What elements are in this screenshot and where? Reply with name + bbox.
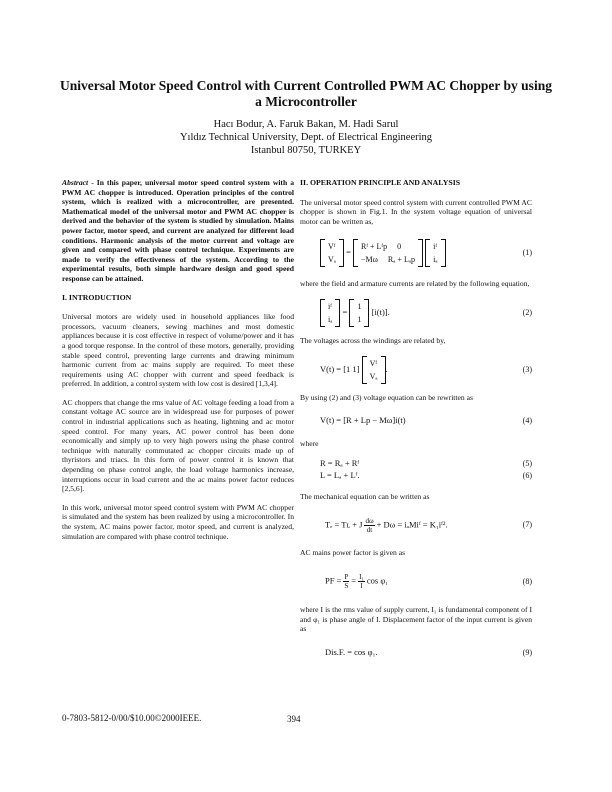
equation-6: L = Lₐ + Lᶠ. (6) bbox=[320, 469, 532, 480]
equation-9-number: (9) bbox=[522, 647, 532, 657]
right-paragraph-3: The voltages across the windings are related by, bbox=[300, 335, 446, 345]
copyright-footer: 0-7803-5812-0/00/$10.00©2000IEEE. bbox=[62, 713, 202, 723]
left-column bbox=[62, 178, 294, 550]
equation-2: iᶠ iₐ = 1 1 [i(t)]. (2) bbox=[300, 298, 532, 328]
equation-8-number: (8) bbox=[522, 577, 532, 587]
equation-9: Dis.F. = cos φ₁. (9) bbox=[325, 646, 532, 657]
equation-2-number: (2) bbox=[522, 308, 532, 318]
equation-8: PF = $\frac{P}{S}$ = $\frac{\text{I₁}}{I}$ cos φ₁ (8) bbox=[325, 573, 532, 591]
author-block bbox=[60, 118, 552, 157]
equation-7-number: (7) bbox=[522, 520, 532, 530]
eq1-voltage-vector: Vᶠ Vₐ bbox=[320, 239, 344, 267]
address: Istanbul 80750, TURKEY bbox=[250, 145, 362, 156]
author-names: Hacı Bodur, A. Faruk Bakan, M. Hadi Sarul bbox=[213, 119, 399, 130]
affiliation: Yıldız Technical University, Dept. of Electrical Engineering bbox=[179, 132, 433, 143]
intro-paragraph-3: In this work, universal motor speed control system with PWM AC chopper is simulated and the system has been realized by using a microcontroller. In the system, AC mains power factor, motor speed, and current is analyzed, simulation are compared with phase control technique. bbox=[62, 502, 294, 541]
abstract bbox=[62, 178, 294, 284]
right-column bbox=[300, 178, 532, 671]
paper-title: Universal Motor Speed Control with Current Controlled PWM AC Chopper by using a Microcontroller bbox=[60, 78, 552, 109]
equation-3-number: (3) bbox=[522, 364, 532, 374]
equation-7: Tₑ = Tʟ + J $\frac{d\omega}{dt}$ + Dω = iₐMiᶠ = K₁iᶠ². (7) bbox=[325, 516, 532, 534]
page-number: 394 bbox=[287, 714, 301, 724]
equation-1 bbox=[300, 235, 532, 271]
abstract-text: - In this paper, universal motor speed control system with a PWM AC chopper is introduced. Operation principles of the control system, which is realized with a microcontroller, are presented. Mathematical model of the universal motor and PWM AC chopper is derived and the behavior of the system is studied by simulation. Mains power factor, motor speed, and current are analyzed for different load conditions. Harmonic analysis of the motor current and voltage are given and compared with phase control technique. Experiments are made to verify the effectiveness of the system. According to the experimental results, both simple hardware design and good speed response can be attained. bbox=[62, 178, 294, 283]
equation-5: R = Rₐ + Rᶠ (5) bbox=[320, 457, 532, 468]
right-paragraph-1: The universal motor speed control system with current controlled PWM AC chopper is shown in Fig.1. In the system voltage equation of universal motor can be written as, bbox=[300, 197, 532, 226]
equation-3: V(t) = [1 1] Vᶠ Vₐ . (3) bbox=[300, 355, 532, 385]
right-paragraph-4: By using (2) and (3) voltage equation can be rewritten as bbox=[300, 392, 473, 402]
equation-4-number: (4) bbox=[522, 416, 532, 426]
equation-1-number: (1) bbox=[522, 248, 532, 258]
abstract-label: Abstract bbox=[62, 178, 89, 187]
right-paragraph-7: AC mains power factor is given as bbox=[300, 548, 406, 558]
right-paragraph-5: where bbox=[300, 439, 319, 449]
equation-4: V(t) = [R + Lp − Mω]i(t) (4) bbox=[320, 415, 532, 426]
eq1-impedance-matrix: Rᶠ + Lᶠp 0 −Mω Rₐ + Lₐp bbox=[353, 239, 423, 267]
equation-6-number: (6) bbox=[522, 470, 532, 480]
section-heading-operation: II. OPERATION PRINCIPLE AND ANALYSIS bbox=[300, 178, 461, 187]
right-paragraph-6: The mechanical equation can be written as bbox=[300, 491, 430, 501]
equation-1-expr: Vᶠ Vₐ = Rᶠ + Lᶠp 0 −Mω Rₐ + Lₐp iᶠ iₐ bbox=[320, 239, 446, 267]
eq1-current-vector: iᶠ iₐ bbox=[425, 239, 445, 267]
equation-5-number: (5) bbox=[522, 458, 532, 468]
intro-paragraph-2: AC choppers that change the rms value of AC voltage feeding a load from a constant voltage AC source are in widespread use for purposes of power control in industrial applications such as heating, lightning and ac motor speed control. For many years, AC power control has been done economically and simply up to very high powers using the phase control technique with naturally commutated ac chopper circuits made up of thyristors and triacs. In this form of power control it is known that depending on phase control angle, the load voltage harmonics increase, interruptions occur in load current and the ac mains power factor reduces [2,5,6]. bbox=[62, 397, 294, 494]
intro-paragraph-1: Universal motors are widely used in household appliances like food processors, vacuum cleaners, sewing machines and most domestic appliances because it is cost effective in respect of volume/power and it has a good torque response. In the control of these motors, generally, providing stable speed control, preventing large currents and drawing minimum harmonic current from ac mains supply are required. To meet these requirements using AC chopper with current and speed feedback is preferred. In addition, a control system with low cost is desired [1,3,4]. bbox=[62, 312, 294, 389]
section-heading-introduction: I. INTRODUCTION bbox=[62, 292, 132, 302]
right-paragraph-8: where I is the rms value of supply current, I₁ is fundamental component of I and φ₁ is phase angle of I. Displacement factor of the input current is given as bbox=[300, 604, 532, 634]
right-paragraph-2: where the field and armature currents are related by the following equation, bbox=[300, 279, 530, 289]
